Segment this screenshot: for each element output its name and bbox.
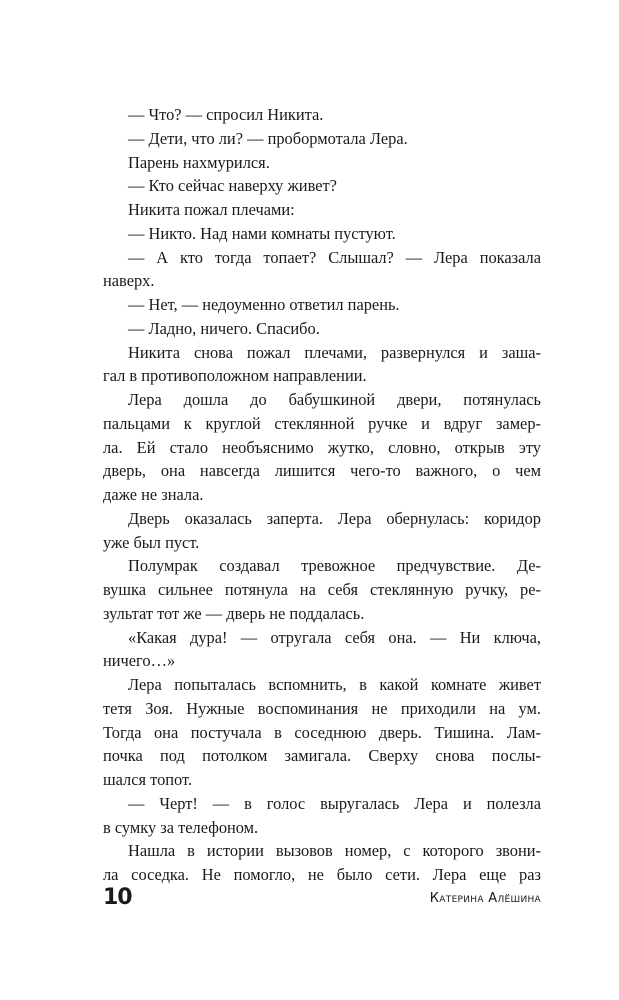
text-line: ничего…» [103, 651, 176, 671]
text-line: в сумку за телефоном. [103, 817, 259, 837]
text-line: Лера дошла до бабушкиной двери, потянулась [128, 390, 541, 409]
text-line: гал в противоположном направлении. [103, 366, 367, 386]
text-line: дверь, она навсегда лишится чего-то важного, о чем [103, 461, 541, 481]
text-line: зультат тот же — дверь не поддалась. [103, 603, 365, 623]
text-line: — Нет, — недоуменно ответил парень. [128, 295, 400, 314]
page-footer [103, 885, 541, 915]
text-line: — Ладно, ничего. Спасибо. [128, 318, 320, 338]
text-line: почка под потолком замигала. Сверху снова послы- [103, 746, 541, 766]
text-line: пальцами к круглой стеклянной ручке и вдруг замер- [103, 413, 541, 433]
text-line: даже не знала. [103, 485, 204, 504]
text-line: — Дети, что ли? — пробормотала Лера. [128, 128, 408, 148]
text-line: наверх. [103, 271, 155, 291]
text-line: Парень нахмурился. [128, 152, 270, 172]
text-line: — А кто тогда топает? Слышал? — Лера показала [128, 247, 541, 267]
running-head-author: Катерина Алёшина [429, 891, 541, 906]
text-line: — Что? — спросил Никита. [128, 105, 324, 124]
text-line: — Черт! — в голос выругалась Лера и полезла [128, 793, 541, 813]
text-line: «Какая дура! — отругала себя она. — Ни ключа, [128, 627, 541, 647]
text-line: уже был пуст. [103, 532, 200, 552]
text-line: Нашла в истории вызовов номер, с которого звони- [128, 841, 541, 861]
text-line: — Кто сейчас наверху живет? [128, 176, 337, 196]
text-line: Тогда она постучала в соседнюю дверь. Тишина. Лам- [103, 722, 541, 742]
page-number: 10 [103, 885, 132, 910]
text-line: тетя Зоя. Нужные воспоминания не приходили на ум. [103, 698, 541, 718]
body-text [103, 103, 541, 887]
text-line: Дверь оказалась заперта. Лера обернулась: коридор [128, 508, 541, 528]
text-line: Лера попыталась вспомнить, в какой комнате живет [128, 675, 541, 694]
text-line: ла. Ей стало необъяснимо жутко, словно, открыв эту [103, 437, 541, 457]
text-line: ла соседка. Не помогло, не было сети. Лера еще раз [103, 865, 541, 884]
text-line: вушка сильнее потянула на себя стеклянную ручку, ре- [103, 580, 541, 599]
text-line: Никита снова пожал плечами, развернулся и заша- [128, 342, 541, 362]
text-line: Никита пожал плечами: [128, 200, 295, 219]
text-line: шался топот. [103, 770, 193, 789]
text-line: Полумрак создавал тревожное предчувствие. Де- [128, 556, 541, 576]
text-line: — Никто. Над нами комнаты пустуют. [128, 223, 396, 243]
